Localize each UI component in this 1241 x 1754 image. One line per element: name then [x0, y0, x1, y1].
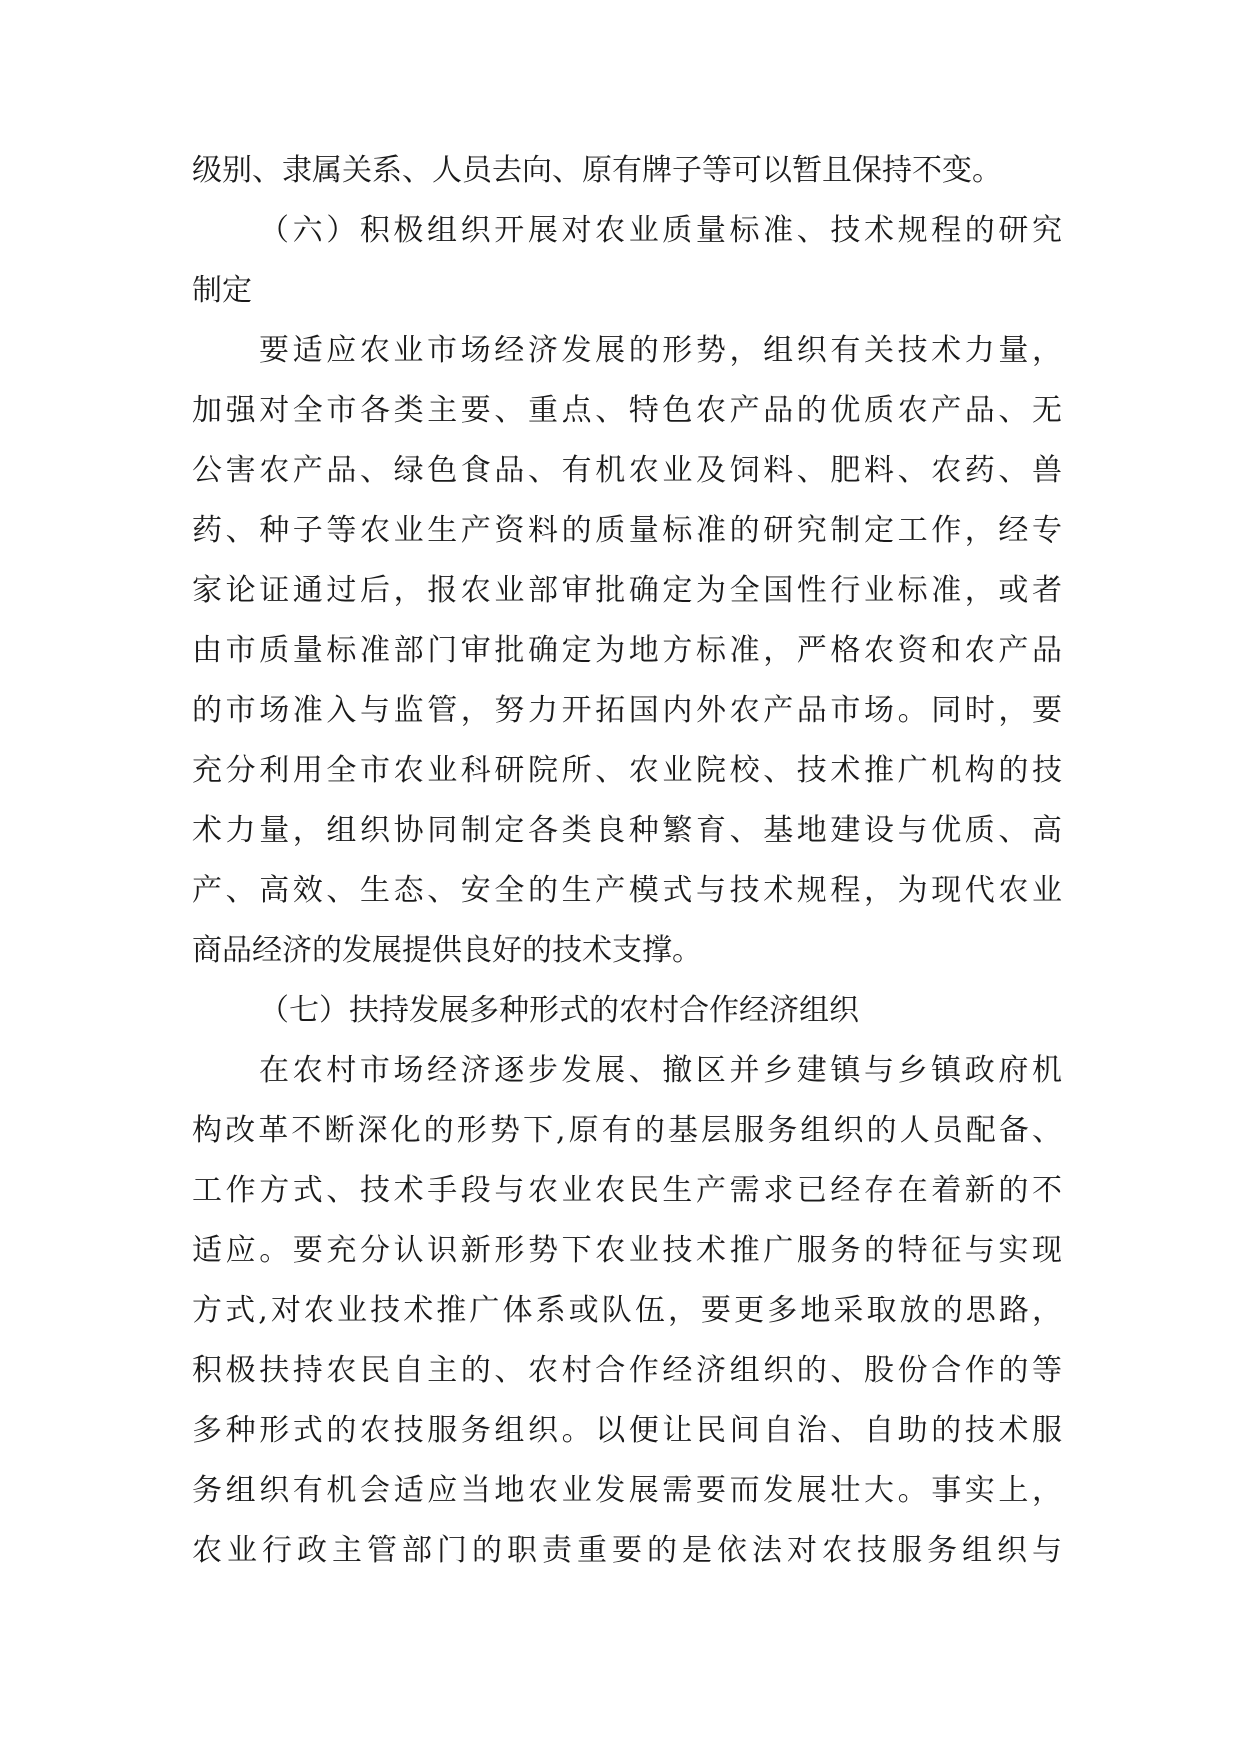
text-line: 药、种子等农业生产资料的质量标准的研究制定工作，经专 [192, 513, 1062, 548]
text-line: 要适应农业市场经济发展的形势，组织有关技术力量， [259, 333, 1062, 368]
text-line: 适应。要充分认识新形势下农业技术推广服务的特征与实现 [192, 1233, 1062, 1268]
text-line: 构改革不断深化的形势下,原有的基层服务组织的人员配备、 [192, 1113, 1062, 1148]
text-line: 的市场准入与监管，努力开拓国内外农产品市场。同时，要 [192, 693, 1062, 728]
text-line: 充分利用全市农业科研院所、农业院校、技术推广机构的技 [192, 753, 1062, 788]
text-line: 公害农产品、绿色食品、有机农业及饲料、肥料、农药、兽 [192, 453, 1062, 488]
text-line: 农业行政主管部门的职责重要的是依法对农技服务组织与 [192, 1533, 1062, 1568]
text-line: 商品经济的发展提供良好的技术支撑。 [192, 933, 702, 968]
section-heading-6-continued: 制定 [192, 273, 252, 308]
text-line: 产、高效、生态、安全的生产模式与技术规程，为现代农业 [192, 873, 1062, 908]
text-line: 工作方式、技术手段与农业农民生产需求已经存在着新的不 [192, 1173, 1062, 1208]
text-line: 在农村市场经济逐步发展、撤区并乡建镇与乡镇政府机 [259, 1053, 1062, 1088]
text-line: 家论证通过后，报农业部审批确定为全国性行业标准，或者 [192, 573, 1062, 608]
text-line: 术力量，组织协同制定各类良种繁育、基地建设与优质、高 [192, 813, 1062, 848]
text-line: 由市质量标准部门审批确定为地方标准，严格农资和农产品 [192, 633, 1062, 668]
text-line: 方式,对农业技术推广体系或队伍，要更多地采取放的思路， [192, 1293, 1062, 1328]
section-heading-6: （六）积极组织开展对农业质量标准、技术规程的研究 [259, 213, 1062, 248]
text-line: 务组织有机会适应当地农业发展需要而发展壮大。事实上， [192, 1473, 1062, 1508]
text-line: 级别、隶属关系、人员去向、原有牌子等可以暂且保持不变。 [192, 153, 1002, 188]
text-line: 多种形式的农技服务组织。以便让民间自治、自助的技术服 [192, 1413, 1062, 1448]
text-line: 加强对全市各类主要、重点、特色农产品的优质农产品、无 [192, 393, 1062, 428]
text-line: 积极扶持农民自主的、农村合作经济组织的、股份合作的等 [192, 1353, 1062, 1388]
section-heading-7: （七）扶持发展多种形式的农村合作经济组织 [259, 993, 859, 1028]
